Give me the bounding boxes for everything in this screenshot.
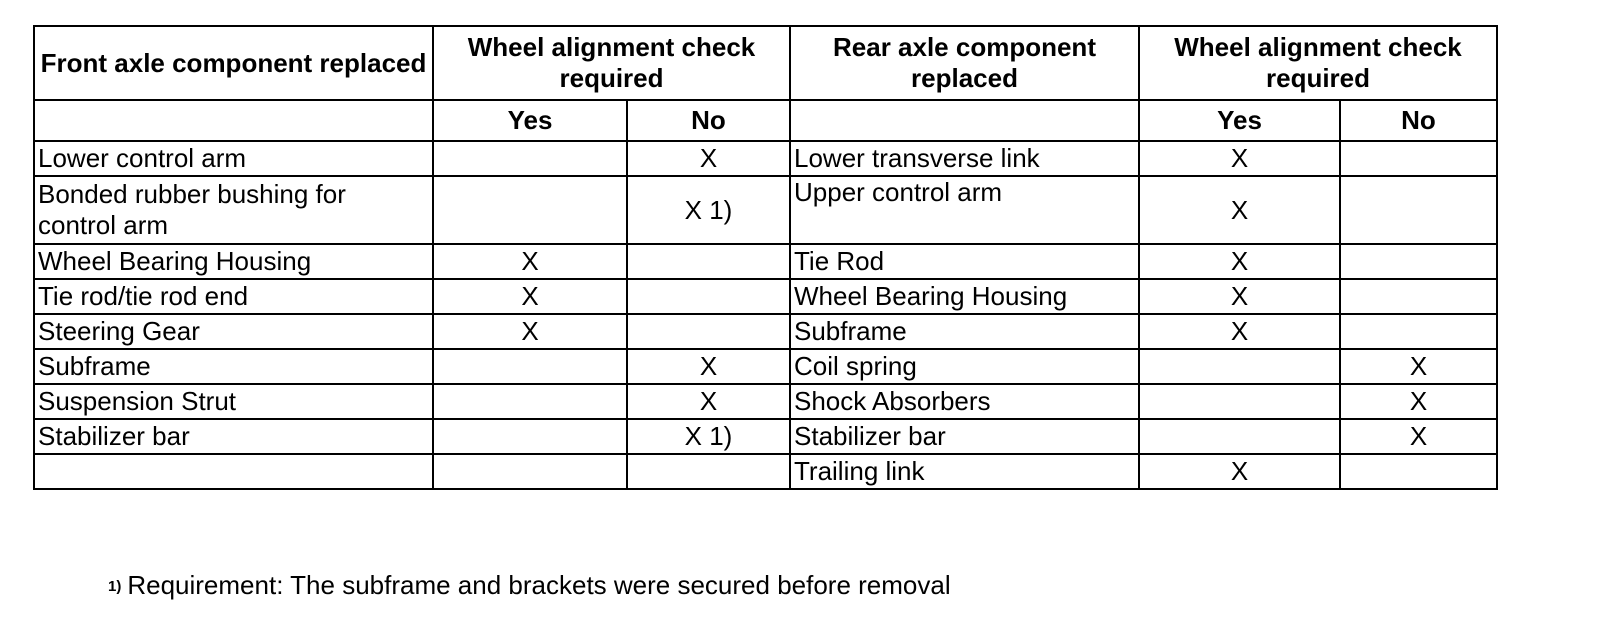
table-row: [34, 314, 1497, 349]
front-yes-cell: [433, 141, 627, 176]
rear-component-cell: Subframe: [790, 314, 1139, 349]
rear-component-cell: Tie Rod: [790, 244, 1139, 279]
table-row: [34, 419, 1497, 454]
rear-yes-cell: [1139, 419, 1340, 454]
front-component-cell: Tie rod/tie rod end: [34, 279, 433, 314]
front-no-cell: [627, 244, 790, 279]
front-subheader-blank: [34, 100, 433, 141]
front-no-cell: X: [627, 141, 790, 176]
rear-yes-cell: X: [1139, 279, 1340, 314]
front-component-cell: Bonded rubber bushing for control arm: [34, 176, 433, 244]
front-no-cell: X 1): [627, 419, 790, 454]
wheel-alignment-table: [33, 25, 1498, 490]
front-component-cell: Suspension Strut: [34, 384, 433, 419]
rear-no-cell: [1340, 244, 1497, 279]
rear-no-cell: [1340, 454, 1497, 489]
rear-component-cell: Stabilizer bar: [790, 419, 1139, 454]
front-yes-cell: [433, 454, 627, 489]
rear-yes-cell: X: [1139, 141, 1340, 176]
rear-no-cell: [1340, 314, 1497, 349]
front-yes-cell: [433, 176, 627, 244]
front-component-cell: Wheel Bearing Housing: [34, 244, 433, 279]
rear-yes-cell: X: [1139, 454, 1340, 489]
front-no-cell: X 1): [627, 176, 790, 244]
rear-no-cell: X: [1340, 419, 1497, 454]
rear-component-cell: Shock Absorbers: [790, 384, 1139, 419]
rear-no-cell: [1340, 176, 1497, 244]
front-component-cell: Subframe: [34, 349, 433, 384]
front-component-cell: Steering Gear: [34, 314, 433, 349]
front-component-cell: Stabilizer bar: [34, 419, 433, 454]
front-no-cell: X: [627, 384, 790, 419]
front-yes-cell: [433, 419, 627, 454]
rear-no-cell: X: [1340, 384, 1497, 419]
table-row: [34, 176, 1497, 244]
rear-component-cell: Trailing link: [790, 454, 1139, 489]
rear-yes-cell: X: [1139, 314, 1340, 349]
rear-yes-cell: [1139, 384, 1340, 419]
front-component-cell: Lower control arm: [34, 141, 433, 176]
table-row: [34, 244, 1497, 279]
front-check-header: Wheel alignment check required: [433, 26, 790, 100]
rear-no-header: No: [1340, 100, 1497, 141]
table-row: [34, 279, 1497, 314]
front-no-cell: [627, 279, 790, 314]
rear-yes-cell: [1139, 349, 1340, 384]
front-component-header: Front axle component replaced: [34, 26, 433, 100]
front-yes-cell: [433, 349, 627, 384]
table-row: [34, 349, 1497, 384]
front-component-cell: [34, 454, 433, 489]
rear-yes-header: Yes: [1139, 100, 1340, 141]
rear-component-cell: Coil spring: [790, 349, 1139, 384]
rear-component-cell: Wheel Bearing Housing: [790, 279, 1139, 314]
front-no-cell: X: [627, 349, 790, 384]
rear-check-header: Wheel alignment check required: [1139, 26, 1497, 100]
front-yes-cell: X: [433, 314, 627, 349]
rear-component-header: Rear axle component replaced: [790, 26, 1139, 100]
rear-yes-cell: X: [1139, 176, 1340, 244]
front-no-cell: [627, 314, 790, 349]
front-yes-cell: [433, 384, 627, 419]
table-row: [34, 454, 1497, 489]
rear-no-cell: [1340, 141, 1497, 176]
front-no-cell: [627, 454, 790, 489]
front-yes-cell: X: [433, 244, 627, 279]
rear-component-cell: Lower transverse link: [790, 141, 1139, 176]
footnote-marker: 1): [108, 578, 122, 595]
rear-component-cell: Upper control arm: [790, 176, 1139, 244]
rear-yes-cell: X: [1139, 244, 1340, 279]
footnote: [108, 568, 951, 602]
footnote-text: Requirement: The subframe and brackets were secured before removal: [127, 570, 951, 600]
rear-no-cell: X: [1340, 349, 1497, 384]
front-yes-header: Yes: [433, 100, 627, 141]
table-row: [34, 384, 1497, 419]
front-yes-cell: X: [433, 279, 627, 314]
rear-no-cell: [1340, 279, 1497, 314]
rear-subheader-blank: [790, 100, 1139, 141]
front-no-header: No: [627, 100, 790, 141]
table-row: [34, 141, 1497, 176]
